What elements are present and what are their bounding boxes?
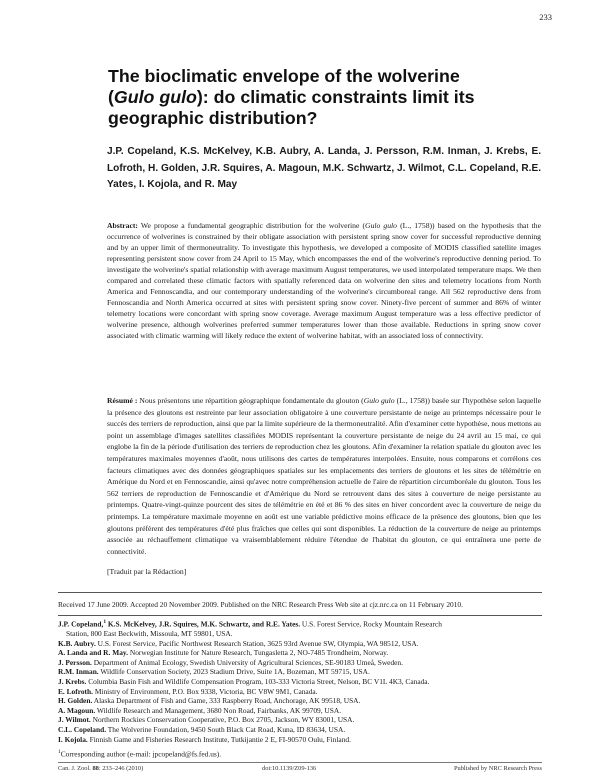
footer-divider [58,762,542,763]
divider-top [58,592,542,593]
affiliation-address: Columbia Basin Fish and Wildlife Compensation Program, 103-333 Victoria Street, Nelson, BC V1L 4K3, Canada. [86,677,430,687]
title-open-paren: ( [108,87,114,107]
affiliation-address: U.S. Forest Service, Pacific Northwest Research Station, 3625 93rd Avenue SW, Olympia, WA 98512, USA. [95,638,419,648]
journal-name: Can. J. Zool. [58,765,91,772]
affiliation-address: Alaska Department of Fish and Game, 333 Raspberry Road, Anchorage, AK 99518, USA. [92,696,361,706]
abstract-species: Gulo gulo [365,221,398,230]
affiliation-names: E. Lofroth. [58,686,93,696]
footnote-marker: 1 [58,749,61,756]
title-line-1: The bioclimatic envelope of the wolverine [108,66,460,86]
affiliation-item [58,648,548,658]
journal-volume: 88 [92,765,99,772]
affiliation-names: J. Wilmot. [58,715,91,725]
resume-text-2: (L., 1758)) basée sur l'hypothèse selon laquelle la présence des gloutons est restreinte par leur association obligatoire à une couverture persistante de neige au printemps nécessaire pour le succès des terriers de reproduction, ainsi que par la limite supérieure de la thermoneutralité. Afin d'examiner cette hypothèse, nous mettons au point un assemblage d'images satellites classifiées MODIS représentant la couverture persistante de neige du 24 avril au 15 mai, ce qui englobe la fin de la période d'utilisation des terriers de reproduction chez les gloutons. Afin d'examiner la relation spatiale du glouton avec les températures maximales moyennes d'août, nous utilisons des cartes de températures interpolées. Ensuite, nous comparons et corrélons ces facteurs climatiques avec des données géographiques spatiales sur les emplacements des terriers de gloutons et les sites de télémétrie en Amérique du Nord et en Fennoscandie, ainsi qu'avec notre compréhension actuelle de l'aire de répartition circumboréale du glouton. Tous les 562 terriers de reproduction de Fennoscandie et d'Amérique du Nord se retrouvent dans des sites à couverture de neige persistante au printemps. Quatre-vingt-quinze pourcent des sites de télémétrie en été et 86 % des sites en hiver concordent avec la couverture de neige du printemps. La température maximale moyenne en août est une variable prédictive moins efficace de la présence des gloutons, bien que les gloutons préfèrent des températures d'été plus fraîches que celles qui sont disponibles. La réduction de la couverture de neige au printemps associée au réchauffement climatique va vraisemblablement réduire l'étendue de l'habitat du glouton, ce qui entraînera une perte de connectivité. [107,396,542,556]
affiliation-names: J. Persson. [58,657,92,667]
affiliation-item [58,725,548,735]
abstract-text-1: We propose a fundamental geographic distribution for the wolverine ( [137,221,366,230]
affiliation-names: K.B. Aubry. [58,638,96,648]
affiliation-address: Northern Rockies Conservation Cooperative, P.O. Box 2705, Jackson, WY 83001, USA. [90,715,355,725]
translation-note: [Traduit par la Rédaction] [107,567,187,576]
affiliation-names: J. Krebs. [58,677,87,687]
affiliation-item [58,706,548,716]
affiliation-item [58,639,548,649]
received-dates: Received 17 June 2009. Accepted 20 November 2009. Published on the NRC Research Press Web site at cjz.nrc.ca on 11 February 2010. [58,600,463,609]
resume [107,395,541,557]
affiliations [58,618,548,759]
affiliation-item [58,735,548,745]
title-line-3: geographic distribution? [108,108,318,128]
corresponding-author-text: Corresponding author (e-mail: jpcopeland@fs.fed.us). [60,749,222,759]
publisher: Published by NRC Research Press [453,765,542,772]
affiliation-item [58,618,548,639]
affiliation-names: K.S. McKelvey, J.R. Squires, M.K. Schwartz, and R.E. Yates. [106,619,301,629]
affiliation-address: Department of Animal Ecology, Swedish University of Agricultural Sciences, SE-90183 Umeå, Sweden. [91,657,403,667]
affiliation-names: C.L. Copeland. [58,725,107,734]
doi: doi:10.1139/Z09-136 [262,765,317,772]
corresponding-author [58,748,548,759]
affiliation-address: Wildlife Conservation Society, 2023 Stadium Drive, Suite 1A, Bozeman, MT 59715, USA. [98,667,370,677]
page-number: 233 [539,12,552,22]
affiliation-names: H. Golden. [58,696,93,706]
journal-citation [58,765,143,772]
affiliation-address: U.S. Forest Service, Rocky Mountain Research [300,619,442,629]
affiliation-address: Wildlife Research and Management, 3680 Non Road, Fairbanks, AK 99709, USA. [95,705,342,715]
journal-pages: : 233–246 (2010) [98,765,144,772]
affiliation-address: Ministry of Environment, P.O. Box 9338, Victoria, BC V8W 9M1, Canada. [92,686,318,696]
affiliation-address: Norwegian Institute for Nature Research, Tungasletta 2, NO-7485 Trondheim, Norway. [128,648,389,658]
abstract-text-2: (L., 1758)) based on the hypothesis that the occurrence of wolverines is constrained by their obligate association with persistent spring snow cover for successful reproductive denning and by an upper limit of thermoneutrality. To investigate this hypothesis, we developed a composite of MODIS classified satellite images representing persistent snow cover from 24 April to 15 May, which encompasses the end of the wolverine's reproductive denning period. To investigate the wolverine's spatial relationship with average maximum August temperatures, we used interpolated temperature maps. We then compared and correlated these climatic factors with spatially referenced data on wolverine den sites and telemetry locations from North America and Fennoscandia, and our contemporary understanding of the wolverine's circumboreal range. All 562 reproductive dens from Fennoscandia and North America occurred at sites with persistent spring snow cover. Ninety-five percent of summer and 86% of winter telemetry locations were concordant with spring snow coverage. Average maximum August temperature was a less effective predictor of wolverine presence, although wolverines preferred summer temperatures lower than those available. Reductions in spring snow cover associated with climatic warming will likely reduce the extent of wolverine habitat, with an associated loss of connectivity. [107,221,541,341]
footnote-marker: 1 [103,619,107,625]
affiliation-names: A. Landa and R. May. [58,648,129,658]
resume-species: Gulo gulo [363,396,395,405]
title-line-2: ): do climatic constraints limit its [196,87,475,107]
resume-label: Résumé : [107,396,138,405]
affiliation-names: J.P. Copeland, [58,619,104,629]
divider-middle [58,615,542,616]
author-list: J.P. Copeland, K.S. McKelvey, K.B. Aubry, A. Landa, J. Persson, R.M. Inman, J. Krebs, E. Lofroth, H. Golden, J.R. Squires, A. Magoun, M.K. Schwartz, J. Wilmot, C.L. Copeland, R.E. Yates, I. Kojola, and R. May [107,146,541,190]
title-species: Gulo gulo [113,87,197,107]
affiliation-names: I. Kojola. [58,734,88,744]
affiliation-item [58,687,548,697]
affiliation-item [58,696,548,706]
affiliation-names: A. Magoun. [58,705,96,715]
affiliation-item [58,715,548,725]
affiliation-item [58,667,548,677]
affiliation-item [58,658,548,668]
affiliation-item [58,677,548,687]
article-title [108,66,538,129]
affiliation-address: Station, 800 East Beckwith, Missoula, MT 59801, USA. [66,629,233,639]
affiliation-names: R.M. Inman. [58,667,99,677]
resume-text-1: Nous présentons une répartition géographique fondamentale du glouton ( [137,396,364,405]
affiliation-address: The Wolverine Foundation, 9450 South Black Cat Road, Kuna, ID 83634, USA. [106,725,346,734]
affiliation-address: Finnish Game and Fisheries Research Institute, Tutkijantie 2 E, FI-90570 Oulu, Finland. [87,734,351,744]
abstract-label: Abstract: [107,221,138,230]
abstract [107,220,541,342]
